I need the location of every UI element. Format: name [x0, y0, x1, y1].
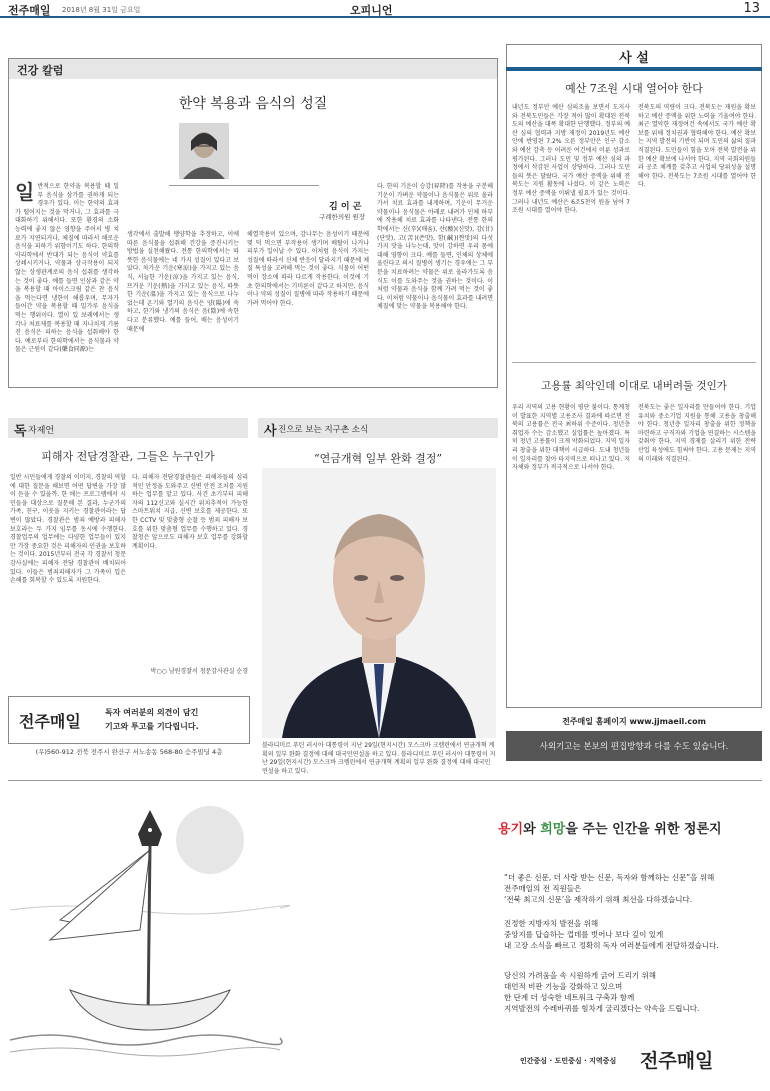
slogan-word-courage: 용기 [498, 822, 524, 837]
reader-title: 피해자 전담경찰관, 그들은 누구인가 [41, 450, 215, 463]
photo-title: “연금개혁 일부 완화 결정” [314, 452, 442, 465]
author-photo [179, 123, 229, 179]
slogan-headline: 용기와 희망을 주는 인간을 위한 정론지 [498, 822, 722, 837]
footer-tagline: 인간중심 · 도민중심 · 지역중심 [520, 1057, 617, 1065]
ad-line1: 독자 여러분의 의견이 담긴 [105, 708, 199, 717]
editorial-label: 사 설 [619, 51, 649, 66]
editorial-accent-rule [506, 67, 762, 71]
reader-label-rest: 자제언 [28, 426, 55, 436]
newspaper-address: (우)560-912 전북 전주시 완산구 서노송동 568-80 승주빌딩 4층 [35, 748, 223, 756]
footer-brand: 전주매일 [640, 1050, 714, 1072]
header-page-number: 13 [743, 1, 760, 16]
editorial-title: 예산 7조원 시대 열어야 한다 [565, 82, 703, 95]
editorial2-col1: 우리 지역의 고용 현황이 평단 불이다. 통계청이 발표한 지역별 고용조사 결과에 따르면 전북의 고용률은 전국 최하위 수준이다. 청년층 취업자 수는 감소했고 실업률은 높아졌다. 특히 청년 고용률이 크게 악화되었다. 지역 일자리 창출을 위한 대책이 시급하다. 도내 청년들이 일자리를 찾아 타지역으로 떠나고 있다. 지자체와 정부가 적극적으로 나서야 한다. [512, 404, 630, 472]
photo-label-bar [258, 418, 498, 438]
reader-label-bar [8, 418, 248, 438]
photo-label-rest: 진으로 보는 지구촌 소식 [278, 425, 369, 435]
editorial-col2: 전북도의 역량이 크다. 전북도는 재원을 확보하고 예산 증액을 위한 노력을 기울여야 한다. 최근 열악한 재정여건 속에서도 국가 예산 확보를 위해 정치권과 협력해야 한다. 예산 확보는 지역 발전의 기반이 되며 도민의 삶의 질과 직결된다. 도민들이 힘을 모아 전북 발전을 위한 예산 확보에 나서야 한다. 지역 국회의원들과 공조 체계를 갖추고 사업의 당위성을 설명해야 한다. 전북도는 7조원 시대를 열어야 한다. [638, 104, 756, 189]
editorial2-col2: 전북도는 좋은 일자리를 만들어야 한다. 기업 유치와 중소기업 지원을 통해 고용을 창출해야 한다. 청년층 일자리 창출을 위한 정책을 마련하고 구직자와 기업을 연결하는 시스템을 갖춰야 한다. 지역 경제를 살리기 위한 전략 산업 육성에도 힘써야 한다. 고용 문제는 지역의 미래와 직결된다. [638, 404, 756, 463]
health-column-title: 한약 복용과 음식의 성질 [178, 96, 328, 112]
author-photo-icon [179, 123, 229, 179]
person-photo-icon [262, 468, 496, 738]
header-brand: 전주매일 [8, 4, 51, 17]
page-header [0, 0, 770, 18]
ad-line2: 기고와 투고를 기다립니다. [105, 722, 199, 731]
dropcap: 일 [15, 180, 35, 204]
editorial2-title: 고용률 최악인데 이대로 내버려둘 것인가 [541, 380, 727, 392]
header-date: 2018년 8월 31일 금요일 [62, 6, 141, 14]
reader-col2: 다. 피해자 전담경찰관들은 피해자들의 심리적인 안정을 도와주고 신변 안전 조치를 지원하는 업무를 맡고 있다. 사건 초기부터 피해자의 112신고와 실시간 위치추적이 가능한 스마트워치 지급, 신변 보호를 제공한다. 또한 CCTV 및 맞춤형 순찰 등 범죄 피해자 보호를 위한 맞춤형 업무를 수행하고 있다. 경찰청은 앞으로도 피해자 보호 업무를 강화할 계획이다. [132, 474, 248, 550]
slogan-word-hope: 희망 [540, 822, 566, 837]
health-column-label: 건강 칼럼 [9, 59, 497, 79]
slogan-para3: 당신의 가려움을 속 시원하게 긁어 드리기 위해 대언적 비판 기능을 강화하고 있으며 한 단계 더 성숙한 네트워크 구축과 함께 지역발전의 수레바퀴를 힘차게 굴리겠다는 약속을 드립니다. [504, 971, 700, 1013]
submission-ad [8, 696, 250, 744]
health-column-col1: 일반적으로 한약을 복용할 때 일부 음식을 삼가를 권하게 되는 경우가 있다. 이는 한약의 효과가 떨어지는 것을 막거나, 그 효과를 극대화하기 위해서다. 또한 환경의 소화 능력에 좋지 않은 영향을 주어서 병 치료가 지연되거나, 체질에 따라서 해로운 음식을 피하기 위함이기도 하다. 한의학 약리학에서 반대가 되는 음식이 약효를 상쇄시키거나, 약물과 상극작용이 되지 않는 상생관계로의 음식 섭취를 생각하는 것이 좋다. 예를 들면 인삼과 같은 약을 복용할 때 아이스크림 같은 찬 음식을 먹는다면 냉한이 해롭우며, 무자가 들어간 약을 복용할 때 밀가루 음식을 먹는 행위이다. 열이 있 보레에서는 생각나 처료제를 복용할 때 지나치게 기름진 음식은 피하는 음식을 섭취해야 한다. 예로부터 한의학에서는 음식물과 약물은 근원이 같다(藥食同源)는 [15, 180, 119, 354]
slogan-para2: 진정한 지방자치 발전을 위해 중앙지를 답습하는 껍데를 벗어나 보다 깊이 있게 내 고장 소식을 빠르고 정확히 독자 여러분들에게 전달하겠습니다. [504, 919, 719, 950]
pen-ship-icon [10, 790, 280, 1080]
author-name: 김 이 곤 [329, 202, 362, 212]
editorial-label-bar [506, 44, 762, 66]
health-column-col2: 생각에서 출발해 맹양학을 추정하고, 이에 따른 음식물을 섭취해 건강을 증진시키는 방법을 실천해왔다. 전통 한의학에서는 따뜻한 음식물에는 네 가지 성질이 있다고 보았다. 차가운 기운(寒涼)을 가지고 있는 음식, 서늘한 기운(涼)을 가지고 있는 음식, 뜨거운 기운(熱)을 가지고 있는 음식, 따뜻한 기운(溫)을 가지고 있는 음식으로 나누었는데 온기와 열기의 음식은 양(陽)에 속하고, 한기와 냉기의 음식은 음(陰)에 속한다고 분류했다. 예를 들어, 배는 음성이기 때문에 [127, 231, 239, 333]
homepage-link[interactable]: 전주매일 홈페이지 www.jjmaeil.com [562, 717, 706, 726]
slogan-para1: “더 좋은 신문, 더 사랑 받는 신문, 독자와 함께하는 신문”을 위해 전주매일의 전 직원들은 ‘전북 최고의 신문’을 제작하기 위해 최선을 다하겠습니다. [504, 873, 715, 904]
news-photo [262, 468, 496, 738]
header-section: 오피니언 [350, 4, 393, 17]
reader-label-big: 독 [14, 424, 27, 439]
photo-label-big: 사 [264, 424, 277, 439]
editorial-col1: 내년도 정부안 예산 심의조율 보면서 도지사와 전북도민들은 가장 적어 많이 확대된 전북도의 예산을 대폭 확대한 단행했다. 정부의 예산 심의 협력과 지방 재정이 2019년도 예산안에 반영된 7.2% 오른 정부안은 인구 감소와 예산 감축 등 어려운 여건에서 이룬 성과로 평가된다. 그러나 도민 및 정부 예산 심의 과정에서 삭감된 사업이 상당하다. 그러나 도민들의 뜻은 달랐다. 국가 예산 증액을 위해 전북도는 지원 활동에 나섰다. 이 같은 노력은 정부 예산 증액을 이뤄낼 필요가 있는 것이다. 그러나 내년도 예산은 6조5천억 원을 넘어 7조원 시대를 열어야 한다. [512, 104, 630, 215]
reader-author: 박○○ 남원경찰서 청문감사관실 순경 [150, 668, 248, 675]
health-column-col4: 다. 한의 기운이 승강(昇降)를 작용을 구분해 기운이 가벼운 약물이나 음식물은 위로 올라가서 치료 효과를 내게하며, 기운이 무거운 약물이나 음식물은 아래로 내려가 인체 하부에 작용해 치료 효과를 나타낸다. 전통 한의학에서는 신(辛)(매움), 산(酸)(신맛), 감(甘)(단맛), 고(苦)(쓴맛), 함(鹹)(짠맛)의 다섯 가지 맛을 나누는데, 맛이 강하면 우리 몸에 대해 영향이 크다. 예를 들면, 인체의 상체에 올린다고 의시 질병이 생기는 경우에는 그 부분을 치료하려는 약물은 위로 올라가도록 음식도 이를 도와주는 것을 권하는 것이다. 이처럼 약물과 음식을 함께 가려 먹는 것이 좋다. 이처럼 약물이나 음식물이 효과를 내려면 체질에 맞는 약물을 복용해야 한다. [377, 183, 493, 311]
photo-caption: 블라디미르 푸틴 러시아 대통령이 지난 29일(현지시간) 모스크바 크렘린에서 연금개혁 계획의 일부 완화 결정에 대해 대국민연설을 하고 있다. 블라디미르 푸틴 러시아 대통령이 지난 29일(현지시간) 모스크바 크렘린에서 연금개혁 계획의 일부 완화 결정에 대해 대국민연설을 하고 있다. [262, 742, 496, 775]
ad-brand: 전주매일 [19, 712, 81, 731]
author-title: 구례한의원 원장 [319, 213, 366, 221]
health-column [8, 58, 498, 388]
health-column-col3: 해열작용이 있으며, 감나무는 음성이기 때문에 몇 덕 먹으면 부작용이 생기며 배탈이 나거나 피부가 일어날 수 있다. 이처럼 음식이 가지는 성질에 따라서 신체 반응이 달라지기 때문에 체질 특성을 고려해 먹는 것이 좋다. 식물이 어떤 먹이 장소에 따라 다르게 작용한다. 이것에 기초 한의학에서는 기미론이 같다고 하지만, 음식이나 약의 성질이 질병에 따라 작용하기 때문에 가려 먹어야 한다. [247, 231, 369, 307]
pen-ship-illustration [10, 790, 280, 1080]
reader-col1: 일반 시민들에게 경찰의 이미지, 경찰의 역할에 대한 질문을 해보면 어떤 답변을 가장 많이 듣을 수 있을까. 한 애는 프로그램에서 시민들을 대상으로 질문해 본 결과, 누군가의 가족, 친구, 이웃을 지키는 경찰관이라는 답변이 많았다. 경찰관은 범죄 예방과 피해자 보호라는 두 가지 임무를 동시에 수행한다. 경찰업무의 업무에는 다양한 업무들이 있지만 가장 중요한 것은 피해자의 인권을 보호하는 것이다. 2015년부터 전국 각 경찰서 청문감사실에는 피해자 전담 경찰관이 배치되어 있다. 이들은 범죄피해자가 그 가족이 입은 손해를 회복할 수 있도록 지원한다. [10, 474, 126, 585]
notice-banner: 사외기고는 본보의 편집방향과 다를 수도 있습니다. [506, 731, 762, 761]
